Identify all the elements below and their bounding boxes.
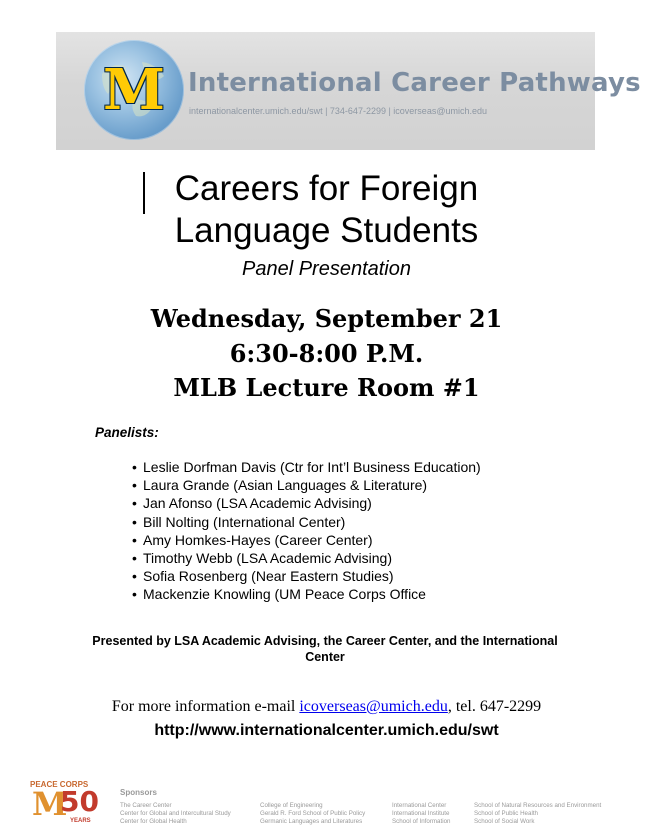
contact-line (0, 698, 653, 716)
block-m-logo: M (103, 57, 165, 123)
banner-contact-line: internationalcenter.umich.edu/swt | 734-647-2299 | icoverseas@umich.edu (189, 106, 487, 116)
sponsor-item: International Institute (392, 810, 450, 817)
sponsor-item: International Center (392, 802, 447, 809)
panelist-item: • Sofia Rosenberg (Near Eastern Studies) (132, 567, 481, 585)
panelist-item: • Mackenzie Knowling (UM Peace Corps Office (132, 585, 481, 603)
sponsor-column-1 (120, 802, 231, 826)
panelists-heading: Panelists: (95, 425, 159, 440)
panelist-item: • Jan Afonso (LSA Academic Advising) (132, 494, 481, 512)
sponsor-item: College of Engineering (260, 802, 323, 809)
panelist-item: • Laura Grande (Asian Languages & Literature) (132, 476, 481, 494)
panelist-item: • Amy Homkes-Hayes (Career Center) (132, 531, 481, 549)
sponsor-item: Center for Global Health (120, 818, 187, 825)
sponsor-item: Gerald R. Ford School of Public Policy (260, 810, 366, 817)
header-banner (56, 32, 641, 150)
sponsors-heading: Sponsors (120, 788, 157, 797)
event-time: 6:30-8:00 P.M. (229, 339, 424, 368)
sponsor-item: School of Natural Resources and Environment (474, 802, 602, 809)
panelist-item: • Bill Nolting (International Center) (132, 513, 481, 531)
presented-by-note: Presented by LSA Academic Advising, the Career Center, and the International Center (92, 634, 558, 664)
sponsor-column-3 (392, 802, 450, 826)
title-line-2: Language Students (174, 211, 479, 250)
contact-phone: , tel. 647-2299 (447, 698, 542, 715)
globe-logo (84, 40, 184, 140)
page-title (0, 168, 653, 252)
peace-corps-years: YEARS (70, 818, 91, 824)
sponsor-item: School of Social Work (474, 818, 535, 825)
sponsor-item: Germanic Languages and Literatures (260, 818, 363, 825)
panelist-list (132, 458, 481, 604)
sponsor-column-4 (474, 802, 601, 826)
sponsor-item: School of Information (392, 818, 451, 825)
contact-prefix: For more information e-mail (111, 698, 300, 715)
sponsor-column-2 (260, 802, 365, 826)
peace-corps-text: PEACE CORPS (30, 780, 89, 789)
peace-corps-50: 50 (60, 785, 99, 818)
peace-corps-50-logo (30, 780, 108, 828)
panelist-item: • Timothy Webb (LSA Academic Advising) (132, 549, 481, 567)
peace-corps-m: M (32, 785, 68, 823)
page-subtitle: Panel Presentation (241, 258, 411, 280)
sponsor-item: The Career Center (120, 802, 172, 809)
event-date: Wednesday, September 21 (150, 304, 503, 333)
banner-title: International Career Pathways (188, 68, 641, 98)
sponsor-item: Center for Global and Intercultural Study (120, 810, 231, 817)
sponsor-item: School of Public Health (474, 810, 538, 817)
event-location: MLB Lecture Room #1 (173, 373, 480, 402)
panelist-item: • Leslie Dorfman Davis (Ctr for Int’l Business Education) (132, 458, 481, 476)
website-url[interactable]: http://www.internationalcenter.umich.edu/swt (154, 722, 499, 739)
title-line-1: Careers for Foreign (174, 169, 479, 208)
email-link[interactable]: icoverseas@umich.edu (299, 698, 448, 715)
